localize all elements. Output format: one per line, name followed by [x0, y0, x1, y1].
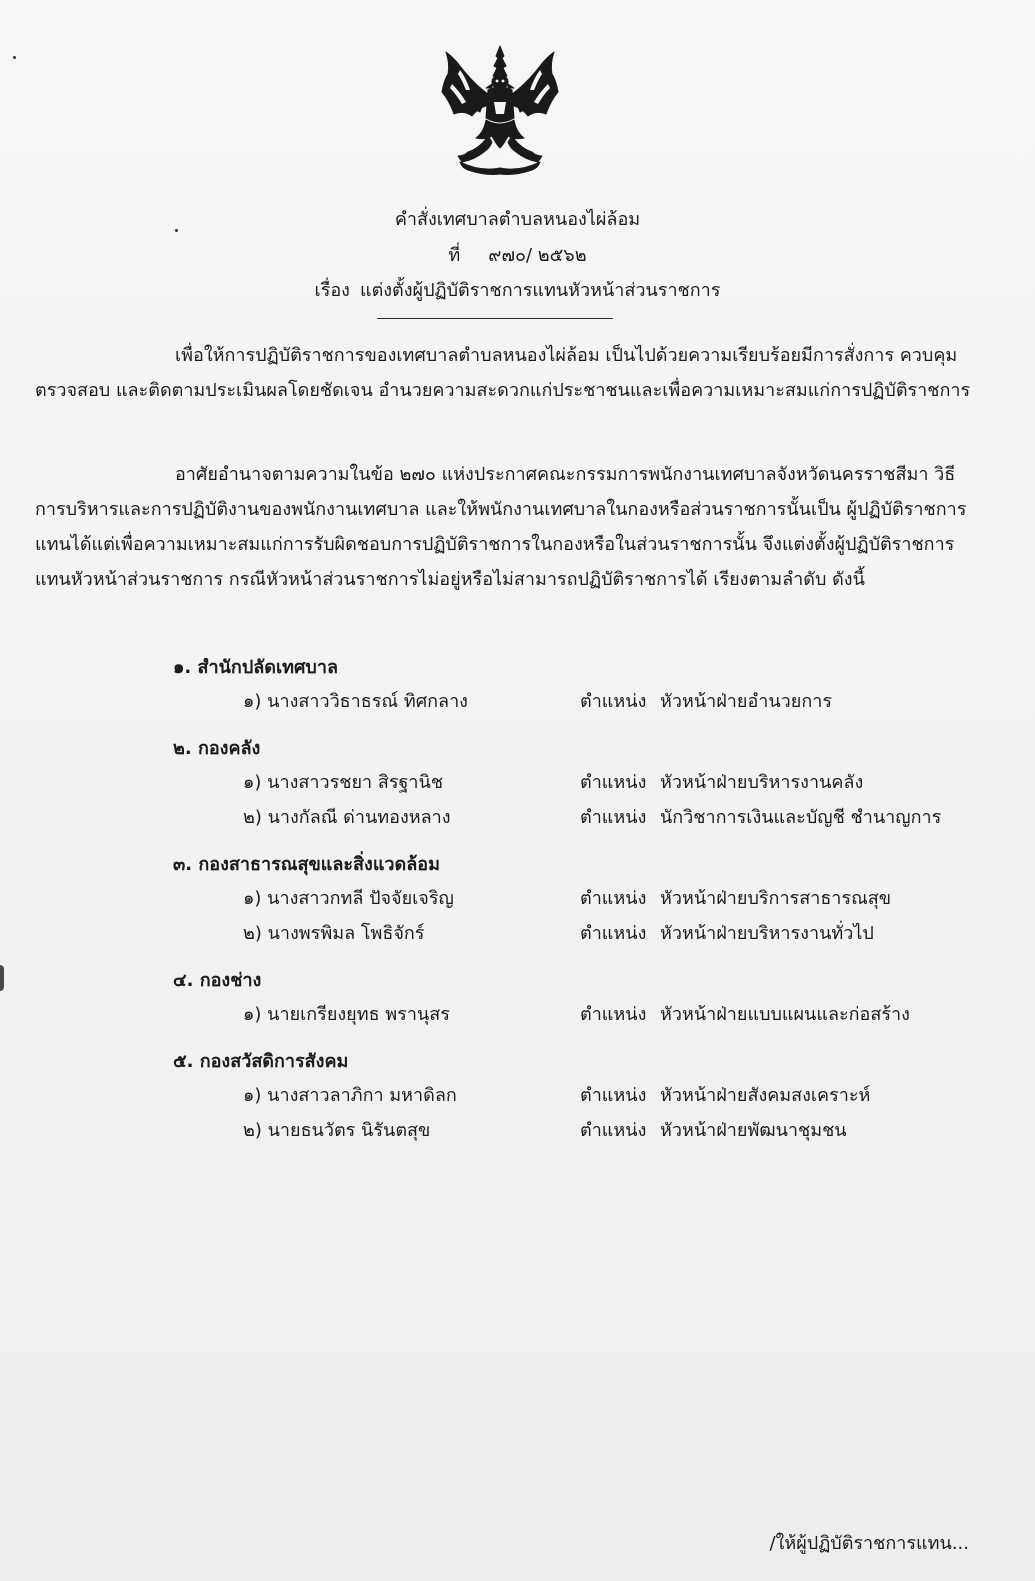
member-position: หัวหน้าฝ่ายบริหารงานคลัง	[660, 772, 864, 793]
member-row	[0, 997, 1035, 1032]
member-row	[0, 1113, 1035, 1148]
member-name: ๒) นางพรพิมล โพธิจักร์	[243, 923, 425, 944]
body-paragraph-2: อาศัยอำนาจตามความในข้อ ๒๗๐ แห่งประกาศคณะกรรมการพนักงานเทศบาลจังหวัดนครราชสีมา วิธีการบริหารและการปฏิบัติงานของพนักงานเทศบาล และให้พนักงานเทศบาลในกองหรือส่วนราชการนั้นเป็น ผู้ปฏิบัติราชการแทนได้แต่เพื่อความเหมาะสมแก่การรับผิดชอบการปฏิบัติราชการในกองหรือในส่วนราชการนั้น จึงแต่งตั้งผู้ปฏิบัติราชการแทนหัวหน้าส่วนราชการ กรณีหัวหน้าส่วนราชการไม่อยู่หรือไม่สามารถปฏิบัติราชการได้ เรียงตามลำดับ ดังนี้	[35, 464, 967, 590]
order-number-value: ๙๗๐/ ๒๕๖๒	[488, 245, 587, 266]
position-label: ตำแหน่ง	[580, 691, 647, 712]
section-social-welfare	[0, 1046, 1035, 1148]
position-label: ตำแหน่ง	[580, 772, 647, 793]
section-title: ๑. สำนักปลัดเทศบาล	[173, 657, 338, 678]
member-name: ๑) นายเกรียงยุทธ พรานุสร	[243, 1004, 450, 1025]
header-divider	[377, 318, 613, 319]
member-position: นักวิชาการเงินและบัญชี ชำนาญการ	[660, 807, 942, 828]
section-finance	[0, 733, 1035, 835]
order-number-label: ที่	[448, 245, 461, 266]
member-position: หัวหน้าฝ่ายอำนวยการ	[660, 691, 833, 712]
section-public-health	[0, 849, 1035, 951]
member-row	[0, 1078, 1035, 1113]
member-row	[0, 916, 1035, 951]
member-name: ๑) นางสาวรชยา สิรฐานิช	[243, 772, 444, 793]
position-label: ตำแหน่ง	[580, 1004, 647, 1025]
member-position: หัวหน้าฝ่ายพัฒนาชุมชน	[660, 1120, 847, 1141]
section-title: ๒. กองคลัง	[173, 738, 261, 759]
appointment-sections	[0, 652, 1035, 1162]
section-title: ๔. กองช่าง	[173, 970, 262, 991]
section-title: ๕. กองสวัสดิการสังคม	[173, 1051, 349, 1072]
section-office-of-clerk	[0, 652, 1035, 719]
order-subject-line	[0, 275, 1035, 304]
position-label: ตำแหน่ง	[580, 1085, 647, 1106]
section-engineering	[0, 965, 1035, 1032]
position-label: ตำแหน่ง	[580, 923, 647, 944]
position-label: ตำแหน่ง	[580, 1120, 647, 1141]
member-row	[0, 684, 1035, 719]
order-title: คำสั่งเทศบาลตำบลหนองไผ่ล้อม	[394, 209, 641, 230]
order-number-line	[0, 240, 1035, 269]
member-position: หัวหน้าฝ่ายบริการสาธารณสุข	[660, 888, 892, 909]
order-subject-value: แต่งตั้งผู้ปฏิบัติราชการแทนหัวหน้าส่วนราชการ	[359, 280, 721, 301]
member-row	[0, 800, 1035, 835]
member-position: หัวหน้าฝ่ายสังคมสงเคราะห์	[660, 1085, 871, 1106]
member-name: ๒) นางกัลณี ด่านทองหลาง	[243, 807, 451, 828]
position-label: ตำแหน่ง	[580, 888, 647, 909]
body-paragraph-1: เพื่อให้การปฏิบัติราชการของเทศบาลตำบลหนองไผ่ล้อม เป็นไปด้วยความเรียบร้อยมีการสั่งการ ควบคุมตรวจสอบ และติดตามประเมินผลโดยชัดเจน อำนวยความสะดวกแก่ประชาชนและเพื่อความเหมาะสมแก่การปฏิบัติราชการ	[35, 345, 971, 401]
member-position: หัวหน้าฝ่ายบริหารงานทั่วไป	[660, 923, 874, 944]
member-name: ๑) นางสาวกทลี ปัจจัยเจริญ	[243, 888, 454, 909]
member-row	[0, 765, 1035, 800]
continuation-note: /ให้ผู้ปฏิบัติราชการแทน...	[769, 1533, 969, 1554]
section-title: ๓. กองสาธารณสุขและสิ่งแวดล้อม	[173, 854, 440, 875]
garuda-emblem-icon	[440, 44, 560, 176]
order-subject-label: เรื่อง	[314, 280, 350, 301]
position-label: ตำแหน่ง	[580, 807, 647, 828]
member-name: ๑) นางสาวลาภิกา มหาดิลก	[243, 1085, 457, 1106]
paper-speck	[13, 56, 16, 59]
member-position: หัวหน้าฝ่ายแบบแผนและก่อสร้าง	[660, 1004, 910, 1025]
member-name: ๑) นางสาววิธาธรณ์ ทิศกลาง	[243, 691, 468, 712]
member-row	[0, 881, 1035, 916]
member-name: ๒) นายธนวัตร นิรันตสุข	[243, 1120, 431, 1141]
